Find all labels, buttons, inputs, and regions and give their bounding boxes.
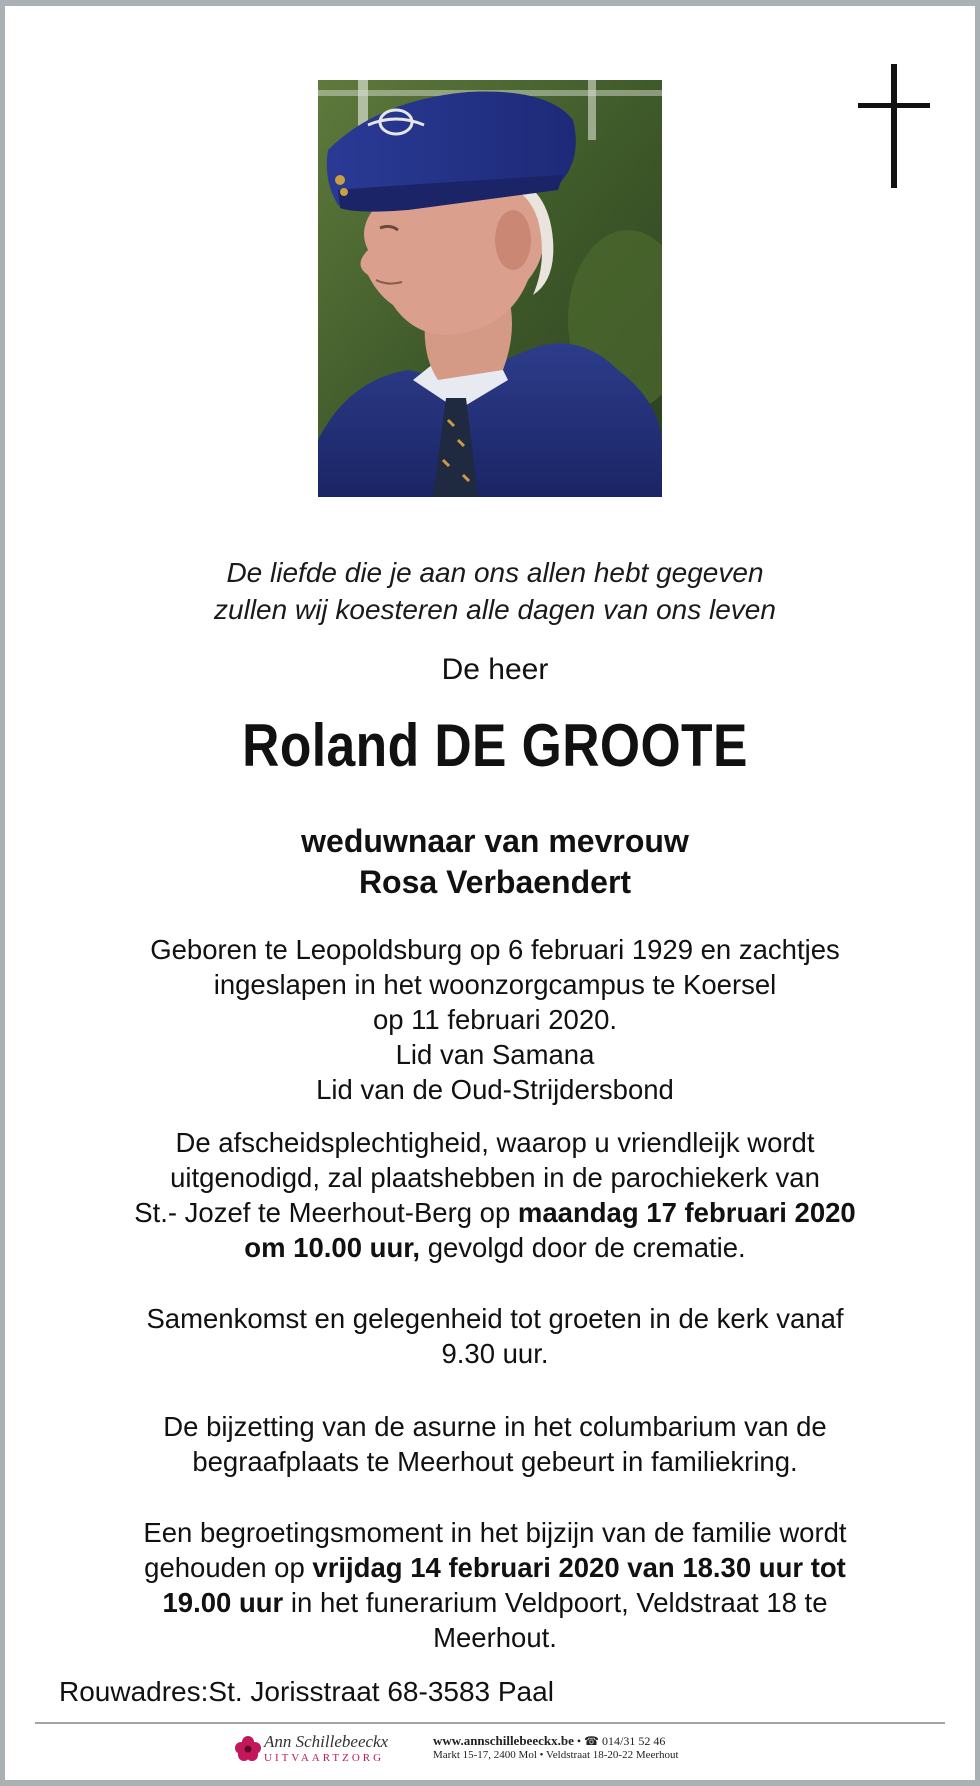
phone-separator: • ☎ (573, 1734, 602, 1748)
burial-line-2: begraafplaats te Meerhout gebeurt in familiekring. (192, 1446, 798, 1477)
website-link[interactable]: www.annschillebeeckx.be (433, 1733, 574, 1748)
visitation-end-time: 19.00 uur (162, 1587, 284, 1618)
ceremony-followup: gevolgd door de crematie. (420, 1232, 746, 1263)
contact-line (433, 1733, 665, 1749)
visitation-info (45, 1515, 945, 1655)
bio-line-5: Lid van de Oud-Strijdersbond (316, 1074, 674, 1105)
visitation-line-2 (45, 1550, 945, 1585)
ceremony-line-3 (45, 1195, 945, 1230)
visitation-line-1: Een begroetingsmoment in het bijzijn van de familie wordt (143, 1517, 847, 1548)
portrait-image (318, 80, 662, 497)
ceremony-info (45, 1125, 945, 1265)
bio-line-4: Lid van Samana (395, 1039, 595, 1070)
salutation: De heer (441, 653, 549, 686)
funeral-home-footer (233, 1730, 773, 1770)
footer-divider (35, 1722, 945, 1724)
deceased-name: Roland DE GROOTE (242, 712, 748, 779)
gathering-line-2: 9.30 uur. (441, 1338, 549, 1369)
visitation-line-4: Meerhout. (433, 1622, 557, 1653)
ceremony-line-4 (45, 1230, 945, 1265)
portrait-photo (318, 80, 662, 497)
visitation-location: in het funerarium Veldpoort, Veldstraat 18 te (283, 1587, 828, 1618)
biography (45, 932, 945, 1107)
spouse-info (45, 821, 945, 903)
motto (45, 554, 945, 628)
ceremony-time: om 10.00 uur, (244, 1232, 421, 1263)
motto-line-1: De liefde die je aan ons allen hebt gegeven (226, 557, 764, 588)
obituary-card (5, 6, 975, 1780)
phone-number: 014/31 52 46 (602, 1734, 666, 1748)
gathering-line-1: Samenkomst en gelegenheid tot groeten in de kerk vanaf (146, 1303, 844, 1334)
ceremony-line-2: uitgenodigd, zal plaatshebben in de parochiekerk van (170, 1162, 820, 1193)
flower-logo-icon (235, 1734, 261, 1764)
spouse-line-1: weduwnaar van mevrouw (301, 823, 689, 859)
bio-line-1: Geboren te Leopoldsburg op 6 februari 1929 en zachtjes (150, 934, 840, 965)
spouse-line-2: Rosa Verbaendert (358, 864, 632, 900)
bio-line-3: op 11 februari 2020. (372, 1004, 618, 1035)
funeral-home-subtitle: UITVAARTZORG (264, 1752, 385, 1764)
visitation-date: vrijdag 14 februari 2020 van 18.30 uur tot (312, 1552, 846, 1583)
ceremony-line-1: De afscheidsplechtigheid, waarop u vriendleijk wordt (175, 1127, 815, 1158)
visitation-intro: gehouden op (144, 1552, 313, 1583)
mourning-address: Rouwadres:St. Jorisstraat 68-3583 Paal (59, 1676, 554, 1707)
cross-icon (858, 64, 930, 188)
motto-line-2: zullen wij koesteren alle dagen van ons leven (214, 594, 776, 625)
burial-line-1: De bijzetting van de asurne in het columbarium van de (163, 1411, 827, 1442)
visitation-line-3 (45, 1585, 945, 1620)
funeral-home-addresses: Markt 15-17, 2400 Mol • Veldstraat 18-20-22 Meerhout (433, 1749, 679, 1761)
funeral-home-name: Ann Schillebeeckx (264, 1732, 389, 1751)
burial-info (45, 1409, 945, 1479)
gathering-info (45, 1301, 945, 1371)
bio-line-2: ingeslapen in het woonzorgcampus te Koersel (213, 969, 777, 1000)
ceremony-place: St.- Jozef te Meerhout-Berg op (134, 1197, 518, 1228)
ceremony-date: maandag 17 februari 2020 (517, 1197, 856, 1228)
